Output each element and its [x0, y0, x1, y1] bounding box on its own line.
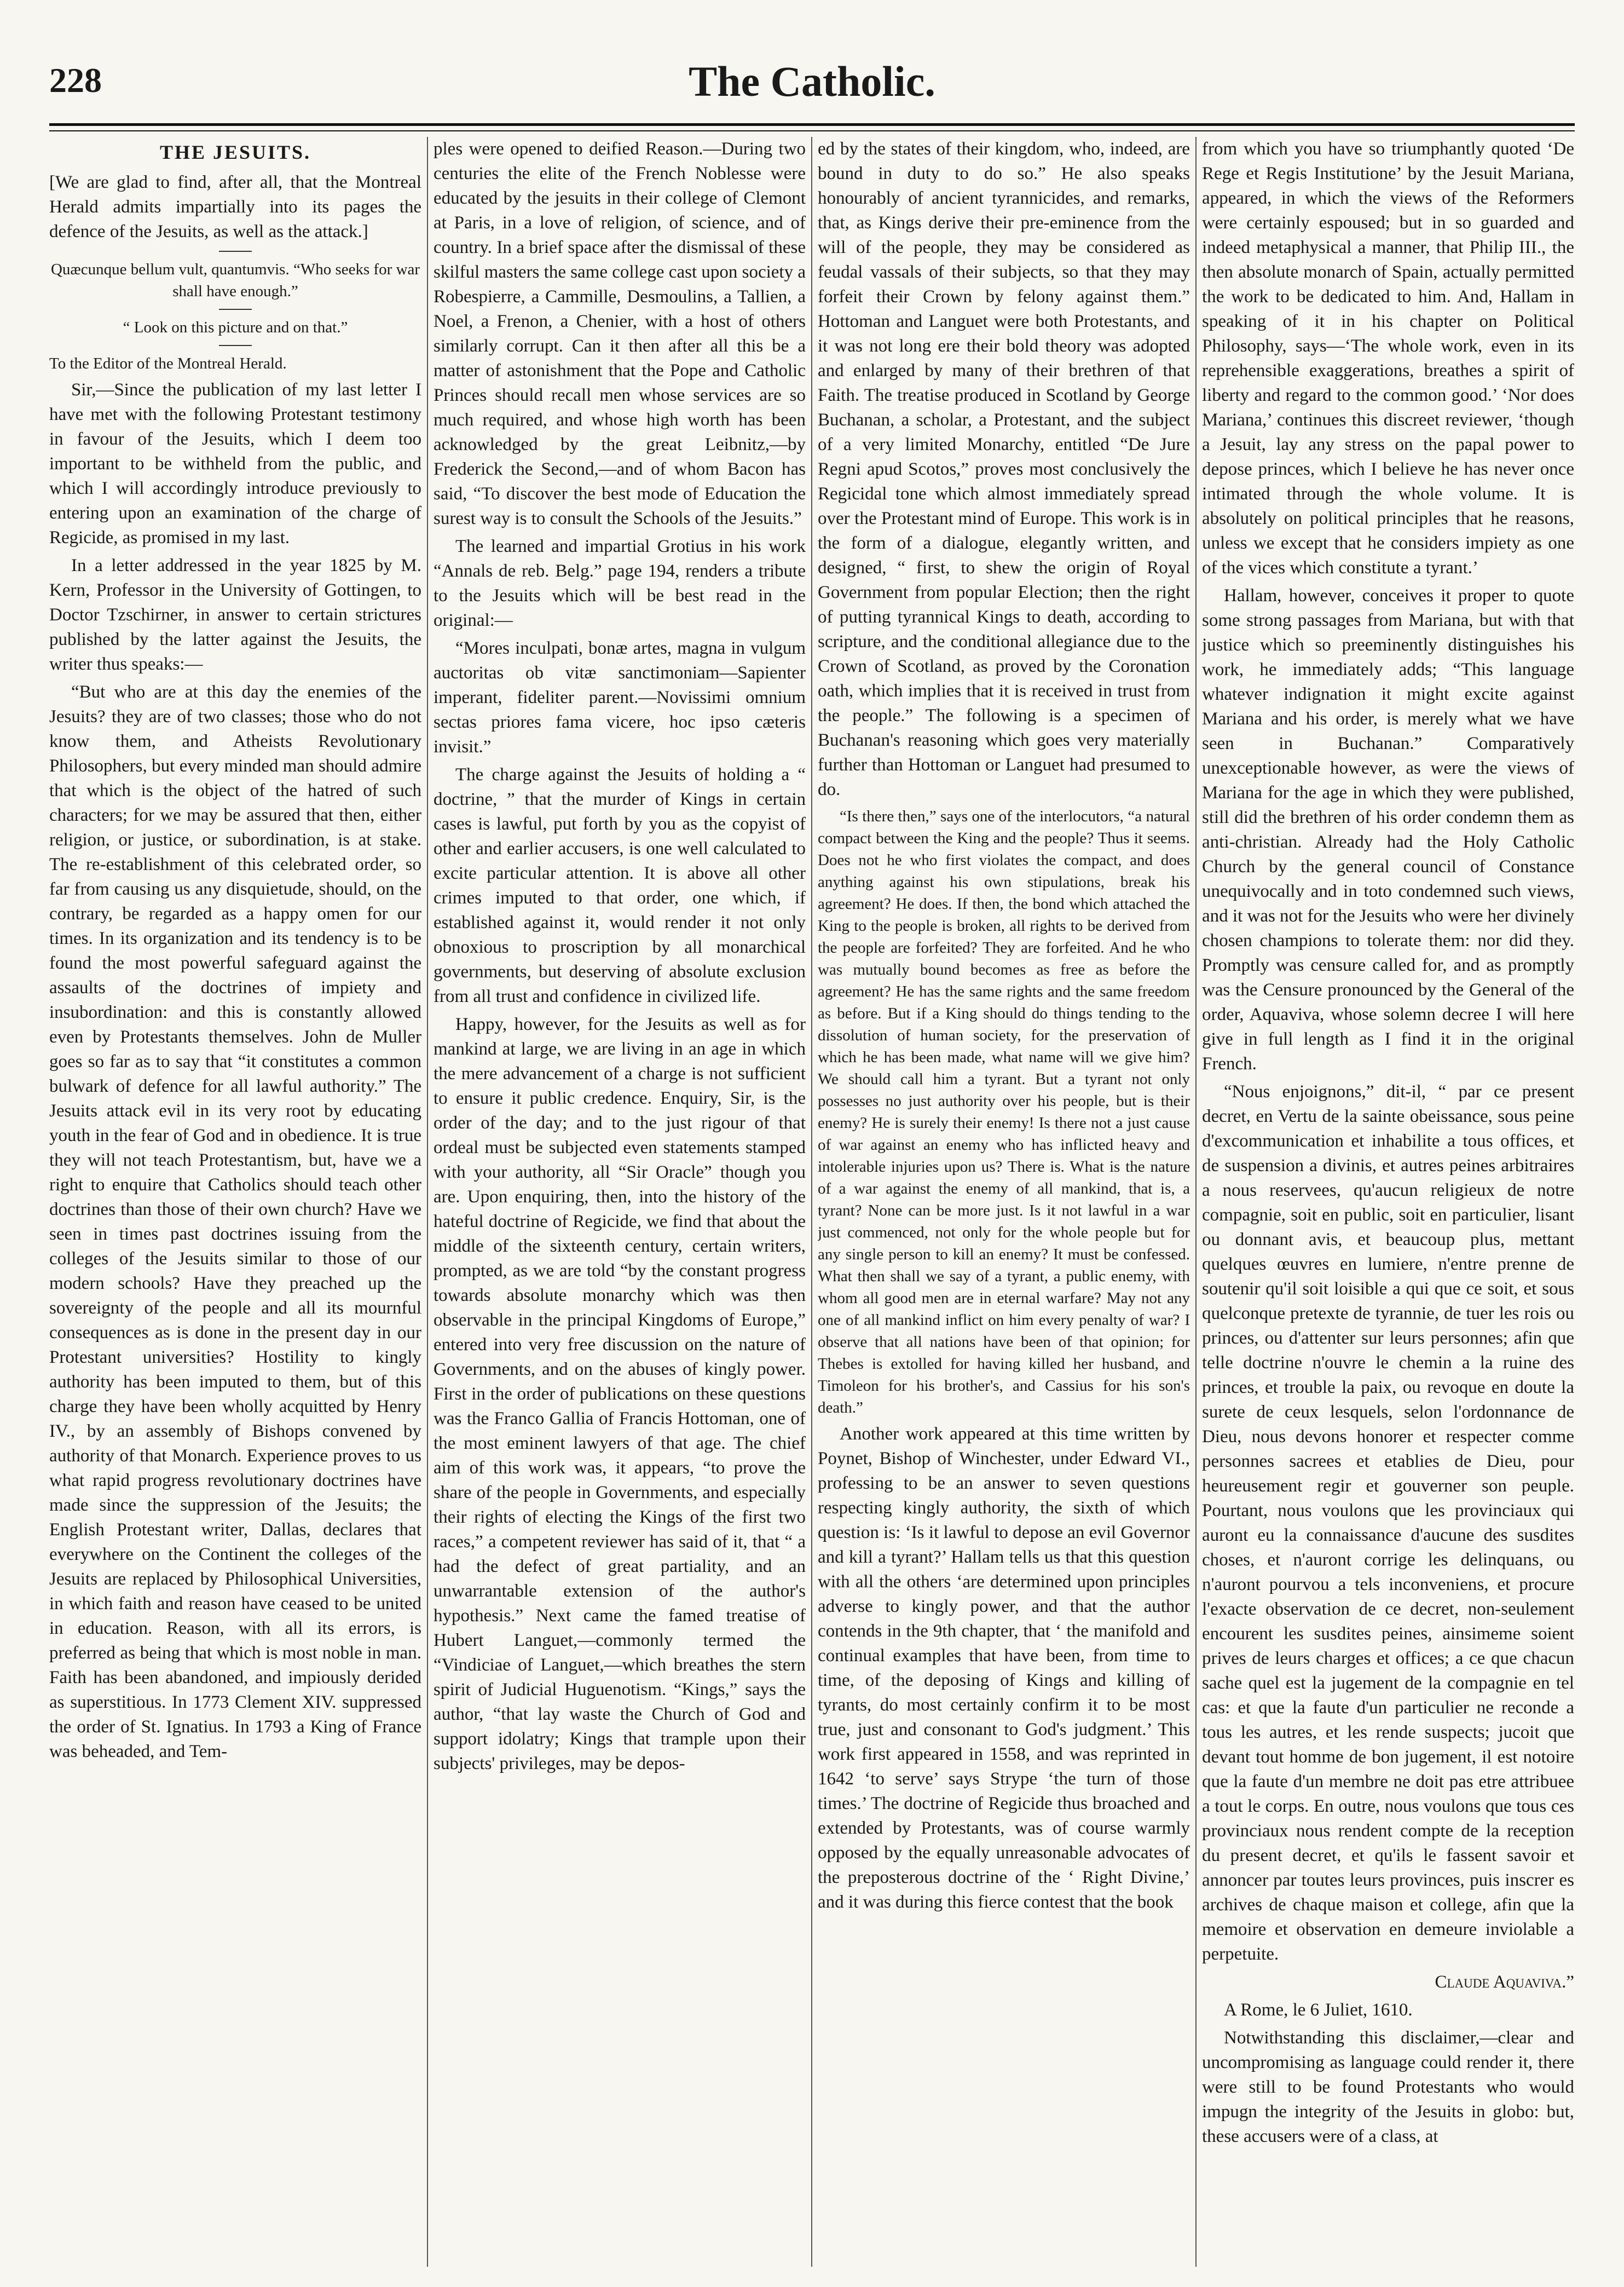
signature: Claude Aquaviva.”	[1435, 1972, 1574, 1992]
column-1	[49, 137, 421, 2267]
paragraph: The learned and impartial Grotius in his work “Annals de reb. Belg.” page 194, renders a tribute to the Jesuits which will be best read in the original:—	[434, 537, 806, 630]
addressee: To the Editor of the Montreal Herald.	[49, 355, 287, 372]
separator	[219, 251, 252, 252]
paragraph: “But who are at this day the enemies of the Jesuits? they are of two classes; those who do not know them, and Atheists Revolutionary Philosophers, but every minded man should admire that which is the object of the hatred of such characters; for we may be assured that then, either religion, or justice, or subordination, is at stake. The re-establishment of this celebrated order, so far from causing us any disquietude, should, on the contrary, be regarded as a happy omen for our times. In its organization and its tendency is to be found the most powerful safeguard against the assaults of the doctrines of impiety and insubordination: and this is constantly allowed even by Protestants themselves. John de Muller goes so far as to say that “it constitutes a common bulwark of defence for all lawful authority.” The Jesuits attack evil in its very root by educating youth in the fear of God and in obedience. It is true they will not teach Protestantism, but, have we a right to enquire that Catholics should teach other doctrines than those of their own church? Have we seen in times past doctrines issuing from the colleges of the Jesuits similar to those of our modern schools? Have they preached up the sovereignty of the people and all its mournful consequences as is done in the present day in our Protestant universities? Hostility to kingly authority has been imputed to them, but of this charge they have been wholly acquitted by Henry IV., by an assembly of Bishops convened by authority of that Monarch. Experience proves to us what rapid progress revolutionary doctrines have made since the suppression of the Jesuits; the English Protestant writer, Dallas, declares that everywhere on the Continent the colleges of the Jesuits are replaced by Philosophical Universities, in which faith and reason have ceased to be united in education. Reason, with all its errors, is preferred as being that which is most noble in man. Faith has been abandoned, and impiously derided as superstitious. In 1773 Clement XIV. suppressed the order of St. Ignatius. In 1793 a King of France was beheaded, and Tem-	[49, 682, 421, 1761]
paragraph: Notwithstanding this disclaimer,—clear and uncompromising as language could render it, there were still to be found Protestants who would impugn the integrity of the Jesuits in globo: but, these accusers were of a class, at	[1202, 2028, 1574, 2146]
quoted-dialogue: “Is there then,” says one of the interlocutors, “a natural compact between the King and the people? Thus it seems. Does not he who first violates the compact, and does anything against his own stipulations, break his agreement? He does. If then, the bond which attached the King to the people is broken, all rights to be derived from the people are forfeited? They are forfeited. And he who was mutually bound becomes as free as before the agreement? He has the same rights and the same freedom as before. But if a King should do things tending to the dissolution of human society, for the preservation of which he has been made, what name will we give him? We should call him a tyrant. But a tyrant not only possesses no just authority over his people, but is their enemy? He is surely their enemy! Is there not a just cause of war against an enemy who has inflicted heavy and intolerable injuries upon us? There is. What is the nature of a war against the enemy of all mankind, that is, a tyrant? None can be more just. Is it not lawful in a war just commenced, not only for the whole people but for any single person to kill an enemy? It must be confessed. What then shall we say of a tyrant, a public enemy, with whom all good men are in eternal warfare? May not any one of all mankind inflict on him every penalty of war? I observe that all nations have been of that opinion; for Thebes is extolled for having killed her husband, and Timoleon for his brother's, and Cassius for his son's death.”	[818, 808, 1190, 1416]
paragraph: ples were opened to deified Reason.—During two centuries the elite of the French Noblesse were educated by the jesuits in their college of Clemont at Paris, in a love of religion, of science, and of country. In a brief space after the dismissal of these skilful masters the same college cast upon society a Robespierre, a Cammille, Desmoulins, a Tallien, a Noel, a Frenon, a Chenier, with a host of others similarly corrupt. Can it then after all this be a matter of astonishment that the Pope and Catholic Princes should recall men whose services are so much required, and whose high worth has been acknowledged by the great Leibnitz,—by Frederick the Second,—and of whom Bacon has said, “To discover the best mode of Education the surest way is to consult the Schools of the Jesuits.”	[434, 139, 806, 528]
column-2	[434, 137, 806, 2267]
paragraph: Another work appeared at this time written by Poynet, Bishop of Winchester, under Edward VI., professing to be an answer to seven questions respecting kingly authority, the sixth of which question is: ‘Is it lawful to depose an evil Governor and kill a tyrant?’ Hallam tells us that this question with all the others ‘are determined upon principles adverse to kingly power, and that the author contends in the 9th chapter, that ‘ the manifold and continual examples that have been, from time to time, of the deposing of Kings and killing of tyrants, do most certainly confirm it to be most true, just and consonant to God's judgment.’ This work first appeared in 1558, and was reprinted in 1642 ‘to serve’ says Strype ‘the turn of those times.’ The doctrine of Regicide thus broached and extended by Protestants, was of course warmly opposed by the equally unreasonable advocates of the preposterous doctrine of the ‘ Right Divine,’ and it was during this fierce contest that the book	[818, 1424, 1190, 1912]
column-divider	[1195, 137, 1197, 2267]
page-number: 228	[49, 61, 102, 100]
separator	[219, 345, 252, 346]
header-rule	[49, 123, 1575, 126]
motto-2: “ Look on this picture and on that.”	[123, 319, 348, 336]
column-3	[818, 137, 1190, 2267]
column-4	[1202, 137, 1574, 2267]
french-decree: “Nous enjoignons,” dit-il, “ par ce present decret, en Vertu de la sainte obeissance, sous peine d'excommunication et inhabilite a tous offices, et de suspension a divinis, et autres peines arbitraires a nous reservees, qu'aucun religieux de notre compagnie, soit en public, soit en particulier, lisant ou donnant avis, et beaucoup plus, mettant quelques œuvres en lumiere, n'entre prenne de soutenir qu'il soit loisible a qui que ce soit, et sous quelconque pretexte de tyrannie, de tuer les rois ou princes, ou d'attenter sur leurs personnes; afin que telle doctrine n'ouvre le chemin a la ruine des princes, et trouble la paix, ou revoque en doute la surete de ceux lesquels, selon l'ordonnance de Dieu, nous devons honorer et respecter comme personnes sacrees et etablies de Dieu, pour heureusement regir et gouverner son peuple. Pourtant, nous voulons que les provinciaux qui auront eu la connaissance d'aucune des susdites choses, et n'auront corrige les delinquans, ou n'auront pourvou a tels inconveniens, et procure l'exacte observation de ce decret, non-seulement encourent les susdites peines, ainsimeme soient prives de leurs charges et offices; a ce que chacun sache quel est la jugement de la compagnie en tel cas: et que la faute d'un particulier ne reconde a tous les autres, et les rende suspects; jucoit que devant tout homme de bon jugement, il est notoire que la faute d'un membre ne doit pas etre attribuee a tout le corps. En outre, nous voulons que tous ces provinciaux nous rendent compte de la reception du present decret, et qu'ils le fassent savoir et annoncer par toutes leurs provinces, puis inscrer es archives de chaque maison et college, afin que la memoire et observation en demeure inviolable a perpetuite.	[1202, 1082, 1574, 1964]
paragraph: In a letter addressed in the year 1825 by M. Kern, Professor in the University of Gottingen, to Doctor Tzschirner, in answer to certain strictures published by the latter against the Jesuits, the writer thus speaks:—	[49, 556, 421, 674]
paragraph: ed by the states of their kingdom, who, indeed, are bound in duty to do so.” He also speaks honourably of ancient tyrannicides, and remarks, that, as Kings derive their pre-eminence from the will of the people, they may be considered as feudal vassals of their subjects, so that they may forfeit their Crown by felony against them.” Hottoman and Languet were both Protestants, and it was not long ere their bold theory was adopted and enlarged by many of their brethren of that Faith. The treatise produced in Scotland by George Buchanan, a scholar, a Protestant, and the subject of a very limited Monarchy, entitled “De Jure Regni apud Scotos,” proves most conclusively the Regicidal tone which almost immediately spread over the Protestant mind of Europe. This work is in the form of a dialogue, elegantly written, and designed, “ first, to shew the origin of Royal Government from popular Election; then the right of putting tyrannical Kings to death, according to scripture, and the conditional allegiance due to the Crown of Scotland, as proved by the Coronation oath, which implies that it is received in trust from the people.” The following is a specimen of Buchanan's reasoning which goes very materially further than Hottoman or Languet had presumed to do.	[818, 139, 1190, 799]
dateline: A Rome, le 6 Juliet, 1610.	[1224, 2000, 1413, 2020]
editorial-note: [We are glad to find, after all, that the Montreal Herald admits impartially into its pages the defence of the Jesuits, as well as the attack.]	[49, 172, 421, 241]
paragraph: Hallam, however, conceives it proper to quote some strong passages from Mariana, but with that justice which so preeminently distinguishes his work, he immediately adds; “This language whatever indignation it might excite against Mariana and his order, is merely what we have seen in Buchanan.” Comparatively unexceptionable however, as were the views of Mariana for the age in which they were published, still did the brethren of his order condemn them as anti-christian. Already had the Holy Catholic Church by the general council of Constance unequivocally and in toto condemned such views, and it was not for the Jesuits who were her divinely chosen champions to tolerate them: nor did they. Promptly was censure called for, and as promptly was the Censure pronounced by the General of the order, Aquaviva, whose solemn decree I will here give in full length as I find it in the original French.	[1202, 586, 1574, 1074]
paragraph: “Mores inculpati, bonæ artes, magna in vulgum auctoritas ob vitæ sanctimoniam—Sapienter imperant, fideliter parent.—Novissimi omnium sectas priores fama vicere, hoc ipso cæteris invisit.”	[434, 638, 806, 757]
paragraph: The charge against the Jesuits of holding a “ doctrine, ” that the murder of Kings in certain cases is lawful, put forth by you as the copyist of other and earlier accusers, is one well calculated to excite particular attention. It is above all other crimes imputed to that order, one which, if established against it, would render it not only obnoxious to proscription by all monarchical governments, but deserving of absolute exclusion from all trust and confidence in civilized life.	[434, 765, 806, 1006]
column-divider	[811, 137, 812, 2267]
motto: Quæcunque bellum vult, quantumvis. “Who seeks for war shall have enough.”	[50, 261, 420, 300]
page-header	[49, 57, 1575, 120]
article-columns	[49, 137, 1575, 2267]
header-rule-thin	[49, 130, 1575, 131]
article-heading: THE JESUITS.	[159, 141, 311, 163]
running-title: The Catholic.	[689, 57, 935, 105]
paragraph: Sir,—Since the publication of my last letter I have met with the following Protestant testimony in favour of the Jesuits, which I deem too important to be withheld from the public, and which I will accordingly introduce previously to entering upon an examination of the charge of Regicide, as promised in my last.	[49, 380, 421, 548]
separator	[219, 309, 252, 310]
paragraph: from which you have so triumphantly quoted ‘De Rege et Regis Institutione’ by the Jesuit Mariana, appeared, in which the views of the Reformers were certainly espoused; but in so guarded and indeed metaphysical a manner, that Philip III., the then absolute monarch of Spain, actually permitted the work to be dedicated to him. And, Hallam in speaking of it in his chapter on Political Philosophy, says—‘The whole work, even in its reprehensible exaggerations, breathes a spirit of liberty and regard to the common good.’ ‘Nor does Mariana,’ continues this discreet reviewer, ‘though a Jesuit, lay any stress on the papal power to depose princes, which I believe he has never once intimated through the whole volume. It is absolutely on political principles that he reasons, unless we except that he considers impiety as one of the vices which constitute a tyrant.’	[1202, 139, 1574, 578]
column-divider	[427, 137, 428, 2267]
paragraph: Happy, however, for the Jesuits as well as for mankind at large, we are living in an age in which the mere advancement of a charge is not sufficient to ensure it public credence. Enquiry, Sir, is the order of the day; and to the just rigour of that ordeal must be subjected even statements stamped with your authority, all “Sir Oracle” though you are. Upon enquiring, then, into the history of the hateful doctrine of Regicide, we find that about the middle of the sixteenth century, certain writers, prompted, as we are told “by the constant progress towards absolute monarchy which was then observable in the principal Kingdoms of Europe,” entered into very free discussion on the nature of Governments, and on the abuses of kingly power. First in the order of publications on these questions was the Franco Gallia of Francis Hottoman, one of the most eminent lawyers of that age. The chief aim of this work was, it appears, “to prove the share of the people in Governments, and especially their rights of electing the Kings of the first two races,” a competent reviewer has said of it, that “ a had the defect of great partiality, and an unwarrantable extension of the author's hypothesis.” Next came the famed treatise of Hubert Languet,—commonly termed the “Vindiciae of Languet,—which breathes the stern spirit of Judicial Huguenotism. “Kings,” says the author, “that lay waste the Church of God and support idolatry; Kings that trample upon their subjects' privileges, may be depos-	[434, 1015, 806, 1773]
